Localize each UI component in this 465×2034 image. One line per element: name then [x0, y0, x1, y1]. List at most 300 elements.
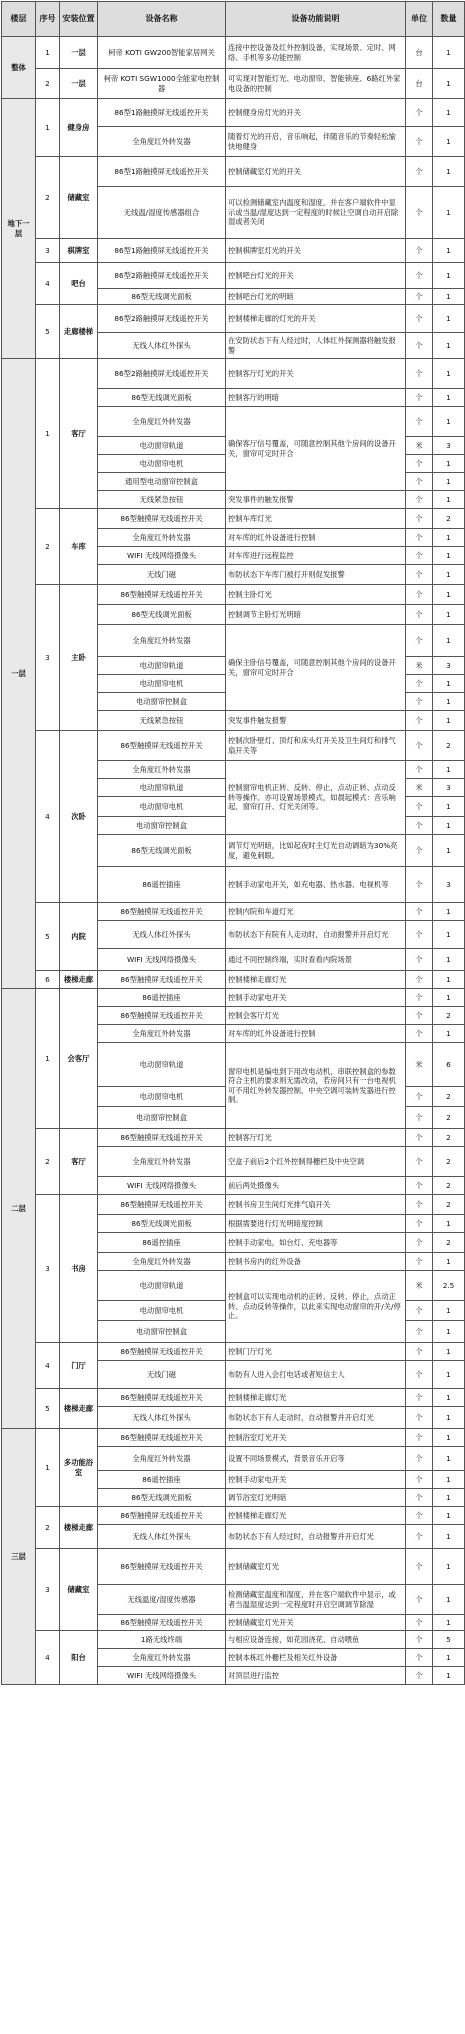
device-name-cell: 电动窗帘轨道 — [98, 1271, 226, 1301]
device-desc-cell: 控制健身房灯光的开关 — [226, 99, 406, 127]
table-row — [2, 1343, 465, 1361]
unit-cell: 个 — [406, 625, 433, 657]
qty-cell: 1 — [433, 949, 465, 971]
seq-cell: 3 — [36, 1549, 60, 1631]
qty-cell: 1 — [433, 989, 465, 1007]
device-name-cell: 无线温度/湿度传感器 — [98, 1585, 226, 1615]
unit-cell: 个 — [406, 1025, 433, 1043]
device-desc-cell: 控制储藏室灯光开关 — [226, 1615, 406, 1631]
device-name-cell: 电动窗帘电机 — [98, 455, 226, 473]
device-desc-cell: 控制客厅的明暗 — [226, 389, 406, 407]
unit-cell: 个 — [406, 1107, 433, 1129]
device-name-cell: 1路无线终端 — [98, 1631, 226, 1649]
qty-cell: 1 — [433, 455, 465, 473]
unit-cell: 个 — [406, 1631, 433, 1649]
device-desc-cell: 控制书房内的红外设备 — [226, 1253, 406, 1271]
unit-cell: 个 — [406, 1343, 433, 1361]
device-desc-cell: 控制次卧壁灯、顶灯和床头灯开关及卫生间灯和排气扇开关等 — [226, 731, 406, 761]
device-name-cell: 电动窗帘电机 — [98, 797, 226, 817]
device-name-cell: 全角度红外转发器 — [98, 1649, 226, 1667]
unit-cell: 个 — [406, 127, 433, 157]
qty-cell: 1 — [433, 1389, 465, 1407]
position-cell: 楼梯走廊 — [60, 1507, 98, 1549]
device-name-cell: 86遥控插座 — [98, 1233, 226, 1253]
unit-cell: 个 — [406, 529, 433, 547]
device-name-cell: 电动窗帘轨道 — [98, 437, 226, 455]
position-cell: 车库 — [60, 509, 98, 585]
unit-cell: 个 — [406, 761, 433, 779]
device-name-cell: 86型无线调光面板 — [98, 1215, 226, 1233]
seq-cell: 1 — [36, 1429, 60, 1507]
device-name-cell: 86型触摸屏无线遥控开关 — [98, 1429, 226, 1447]
unit-cell: 个 — [406, 903, 433, 921]
position-cell: 多功能浴室 — [60, 1429, 98, 1507]
position-cell: 主卧 — [60, 585, 98, 731]
device-name-cell: 86型2路触摸屏无线遥控开关 — [98, 263, 226, 289]
table-row — [2, 1549, 465, 1585]
device-desc-cell: 控制楼梯走廊灯光 — [226, 1507, 406, 1525]
unit-cell: 个 — [406, 407, 433, 437]
unit-cell: 个 — [406, 835, 433, 867]
header-desc: 设备功能说明 — [226, 2, 406, 37]
qty-cell: 3 — [433, 779, 465, 797]
device-name-cell: 电动窗帘电机 — [98, 1301, 226, 1321]
qty-cell: 2 — [433, 1007, 465, 1025]
device-name-cell: 全角度红外转发器 — [98, 407, 226, 437]
qty-cell: 3 — [433, 657, 465, 675]
device-name-cell: 86型无线调光面板 — [98, 389, 226, 407]
qty-cell: 1 — [433, 263, 465, 289]
position-cell: 走廊楼梯 — [60, 305, 98, 359]
position-cell: 书房 — [60, 1195, 98, 1343]
table-row — [2, 1195, 465, 1215]
qty-cell: 1 — [433, 333, 465, 359]
seq-cell: 4 — [36, 731, 60, 903]
device-name-cell: WIFI 无线网络摄像头 — [98, 1177, 226, 1195]
qty-cell: 1 — [433, 1649, 465, 1667]
qty-cell: 1 — [433, 1321, 465, 1343]
seq-cell: 2 — [36, 509, 60, 585]
device-name-cell: 86型无线调光面板 — [98, 1489, 226, 1507]
device-desc-cell: 控制吧台灯光的开关 — [226, 263, 406, 289]
unit-cell: 个 — [406, 509, 433, 529]
position-cell: 门厅 — [60, 1343, 98, 1389]
unit-cell: 个 — [406, 333, 433, 359]
device-desc-cell: 突发事件的触发报警 — [226, 491, 406, 509]
device-name-cell: 电动窗帘电机 — [98, 1087, 226, 1107]
qty-cell: 1 — [433, 529, 465, 547]
device-name-cell: 86遥控插座 — [98, 1471, 226, 1489]
unit-cell: 个 — [406, 971, 433, 989]
table-row — [2, 971, 465, 989]
unit-cell: 个 — [406, 1507, 433, 1525]
qty-cell: 2 — [433, 731, 465, 761]
device-name-cell: 无线温/湿度传感器组合 — [98, 187, 226, 239]
unit-cell: 个 — [406, 867, 433, 903]
qty-cell: 1 — [433, 389, 465, 407]
seq-cell: 6 — [36, 971, 60, 989]
unit-cell: 个 — [406, 1129, 433, 1147]
seq-cell: 5 — [36, 903, 60, 971]
device-name-cell: 无线紧急按钮 — [98, 491, 226, 509]
table-row — [2, 157, 465, 187]
device-name-cell: 全角度红外转发器 — [98, 1447, 226, 1471]
device-name-cell: 全角度红外转发器 — [98, 529, 226, 547]
unit-cell: 个 — [406, 565, 433, 585]
qty-cell: 1 — [433, 971, 465, 989]
qty-cell: 1 — [433, 1215, 465, 1233]
qty-cell: 1 — [433, 157, 465, 187]
qty-cell: 2 — [433, 1233, 465, 1253]
unit-cell: 米 — [406, 1271, 433, 1301]
device-name-cell: 无线人体红外探头 — [98, 1407, 226, 1429]
device-name-cell: 电动窗帘控制盒 — [98, 693, 226, 711]
device-name-cell: 电动窗帘轨道 — [98, 657, 226, 675]
qty-cell: 1 — [433, 585, 465, 605]
unit-cell: 个 — [406, 187, 433, 239]
unit-cell: 个 — [406, 1649, 433, 1667]
device-name-cell: 电动窗帘控制盒 — [98, 1107, 226, 1129]
floor-cell: 二层 — [2, 989, 36, 1429]
unit-cell: 个 — [406, 921, 433, 949]
seq-cell: 5 — [36, 1389, 60, 1429]
unit-cell: 个 — [406, 289, 433, 305]
table-row — [2, 305, 465, 333]
qty-cell: 1 — [433, 99, 465, 127]
device-desc-cell: 可实现对智能灯光、电动窗帘、智能锁座、6路红外家电设备的控制 — [226, 69, 406, 99]
header-floor: 楼层 — [2, 2, 36, 37]
unit-cell: 米 — [406, 437, 433, 455]
device-desc-cell: 控制车库灯光 — [226, 509, 406, 529]
qty-cell: 6 — [433, 1043, 465, 1087]
qty-cell: 1 — [433, 305, 465, 333]
unit-cell: 个 — [406, 99, 433, 127]
device-desc-cell: 控制调节主卧灯光明暗 — [226, 605, 406, 625]
device-name-cell: 86型触摸屏无线遥控开关 — [98, 585, 226, 605]
unit-cell: 个 — [406, 1407, 433, 1429]
device-desc-cell: 通过不同控制终端，实时查看内院场景 — [226, 949, 406, 971]
device-name-cell: 86型1路触摸屏无线遥控开关 — [98, 99, 226, 127]
device-desc-cell: 控制储藏室灯光的开关 — [226, 157, 406, 187]
unit-cell: 个 — [406, 693, 433, 711]
device-desc-cell: 控制吧台灯光的明暗 — [226, 289, 406, 305]
device-name-cell: 全角度红外转发器 — [98, 1147, 226, 1177]
device-desc-cell: 在安防状态下有人经过时，人体红外探测器将触发报警 — [226, 333, 406, 359]
device-name-cell: 电动窗帘控制盒 — [98, 1321, 226, 1343]
qty-cell: 2 — [433, 1107, 465, 1129]
position-cell: 储藏室 — [60, 157, 98, 239]
device-desc-cell: 随着灯光的开启，音乐响起，伴随音乐的节奏轻松愉快地健身 — [226, 127, 406, 157]
device-desc-cell: 控制楼梯走廊灯光 — [226, 971, 406, 989]
qty-cell: 1 — [433, 289, 465, 305]
position-cell: 一层 — [60, 37, 98, 69]
seq-cell: 5 — [36, 305, 60, 359]
unit-cell: 个 — [406, 1253, 433, 1271]
unit-cell: 个 — [406, 1147, 433, 1177]
unit-cell: 个 — [406, 949, 433, 971]
table-row — [2, 263, 465, 289]
qty-cell: 1 — [433, 1447, 465, 1471]
device-desc-cell: 确保主卧信号覆盖，可随意控制其他个房间的设备开关，窗帘可定时开合 — [226, 625, 406, 711]
device-desc-cell: 控制客厅灯光 — [226, 1129, 406, 1147]
device-desc-cell: 前后两处摄像头 — [226, 1177, 406, 1195]
position-cell: 吧台 — [60, 263, 98, 305]
qty-cell: 1 — [433, 37, 465, 69]
qty-cell: 1 — [433, 69, 465, 99]
unit-cell: 台 — [406, 37, 433, 69]
table-row — [2, 1507, 465, 1525]
device-desc-cell: 控制书房卫生间灯光排气扇开关 — [226, 1195, 406, 1215]
table-row — [2, 903, 465, 921]
unit-cell: 个 — [406, 389, 433, 407]
seq-cell: 2 — [36, 1507, 60, 1549]
qty-cell: 1 — [433, 817, 465, 835]
device-name-cell: 全角度红外转发器 — [98, 625, 226, 657]
device-desc-cell: 控制手动家电开关，如充电器、热水器、电视机等 — [226, 867, 406, 903]
position-cell: 一层 — [60, 69, 98, 99]
unit-cell: 个 — [406, 797, 433, 817]
device-desc-cell: 控制会客厅灯光 — [226, 1007, 406, 1025]
unit-cell: 个 — [406, 1195, 433, 1215]
position-cell: 棋牌室 — [60, 239, 98, 263]
device-name-cell: 86型触摸屏无线遥控开关 — [98, 903, 226, 921]
device-desc-cell: 对顶层进行监控 — [226, 1667, 406, 1685]
equipment-table — [1, 1, 465, 1685]
header-seq: 序号 — [36, 2, 60, 37]
device-desc-cell: 控制本栋红外栅栏及相关红外设备 — [226, 1649, 406, 1667]
device-desc-cell: 控制客厅灯光的开关 — [226, 359, 406, 389]
device-desc-cell: 控制门厅灯光 — [226, 1343, 406, 1361]
table-row — [2, 731, 465, 761]
unit-cell: 个 — [406, 1447, 433, 1471]
qty-cell: 1 — [433, 605, 465, 625]
unit-cell: 个 — [406, 157, 433, 187]
position-cell: 次卧 — [60, 731, 98, 903]
qty-cell: 2 — [433, 1129, 465, 1147]
floor-cell: 地下一层 — [2, 99, 36, 359]
device-name-cell: WIFI 无线网络摄像头 — [98, 1667, 226, 1685]
table-row — [2, 509, 465, 529]
unit-cell: 个 — [406, 1177, 433, 1195]
qty-cell: 1 — [433, 1301, 465, 1321]
qty-cell: 3 — [433, 437, 465, 455]
unit-cell: 个 — [406, 817, 433, 835]
table-header — [2, 2, 465, 37]
header-unit: 单位 — [406, 2, 433, 37]
qty-cell: 1 — [433, 127, 465, 157]
device-name-cell: 电动窗帘电机 — [98, 675, 226, 693]
device-name-cell: WIFI 无线网络摄像头 — [98, 949, 226, 971]
device-name-cell: 无线紧急按钮 — [98, 711, 226, 731]
qty-cell: 2.5 — [433, 1271, 465, 1301]
table-row — [2, 359, 465, 389]
device-desc-cell: 控制内院和车道灯光 — [226, 903, 406, 921]
position-cell: 内院 — [60, 903, 98, 971]
device-desc-cell: 对车库的红外设备进行控制 — [226, 529, 406, 547]
position-cell: 楼梯走廊 — [60, 971, 98, 989]
header-position: 安装位置 — [60, 2, 98, 37]
table-row — [2, 989, 465, 1007]
device-desc-cell: 控制棋牌室灯光的开关 — [226, 239, 406, 263]
device-desc-cell: 布防状态下有人经过时，自动报警并开启灯光 — [226, 1525, 406, 1549]
unit-cell: 个 — [406, 1549, 433, 1585]
device-desc-cell: 根据需要进行灯光明暗度控制 — [226, 1215, 406, 1233]
position-cell: 客厅 — [60, 1129, 98, 1195]
device-desc-cell: 控制储藏室灯光 — [226, 1549, 406, 1585]
unit-cell: 个 — [406, 473, 433, 491]
position-cell: 阳台 — [60, 1631, 98, 1685]
device-name-cell: 86型触摸屏无线遥控开关 — [98, 1615, 226, 1631]
device-desc-cell: 与相应设备连接，如花园浇花、自动喂鱼 — [226, 1631, 406, 1649]
device-name-cell: 全角度红外转发器 — [98, 1025, 226, 1043]
device-name-cell: 无线门磁 — [98, 565, 226, 585]
qty-cell: 1 — [433, 1525, 465, 1549]
table-row — [2, 69, 465, 99]
qty-cell: 1 — [433, 1507, 465, 1525]
unit-cell: 个 — [406, 675, 433, 693]
unit-cell: 个 — [406, 1429, 433, 1447]
seq-cell: 4 — [36, 1631, 60, 1685]
qty-cell: 2 — [433, 1195, 465, 1215]
seq-cell: 1 — [36, 989, 60, 1129]
device-desc-cell: 布防状态下有院有人走动时，自动报警并开启灯光 — [226, 921, 406, 949]
qty-cell: 2 — [433, 1147, 465, 1177]
device-name-cell: 86型触摸屏无线遥控开关 — [98, 1343, 226, 1361]
device-name-cell: 全角度红外转发器 — [98, 127, 226, 157]
seq-cell: 4 — [36, 1343, 60, 1389]
table-row — [2, 37, 465, 69]
device-desc-cell: 控制浴室灯光开关 — [226, 1429, 406, 1447]
qty-cell: 1 — [433, 1489, 465, 1507]
qty-cell: 1 — [433, 1549, 465, 1585]
unit-cell: 个 — [406, 1215, 433, 1233]
position-cell: 储藏室 — [60, 1549, 98, 1631]
unit-cell: 个 — [406, 1489, 433, 1507]
table-row — [2, 585, 465, 605]
device-desc-cell: 控制盒可以实现电动机的正转、反转、停止，点动正转、点动反转等操作，以此来实现电动窗帘的开/关/停止。 — [226, 1271, 406, 1343]
device-desc-cell: 设置不同场景模式，背景音乐开启等 — [226, 1447, 406, 1471]
qty-cell: 1 — [433, 1025, 465, 1043]
table-row — [2, 1429, 465, 1447]
device-desc-cell: 控制楼梯走廊灯光 — [226, 1389, 406, 1407]
device-name-cell: 86型触摸屏无线遥控开关 — [98, 731, 226, 761]
device-desc-cell: 窗帘电机是编电到下用改电动机，串联控制盒的参数符合主机的要求则无需改动，若房间只有一台电视机可不用红外转发器控制，中央空调可装转发器进行控制。 — [226, 1043, 406, 1129]
device-desc-cell: 控制主卧灯光 — [226, 585, 406, 605]
device-name-cell: 电动窗帘轨道 — [98, 779, 226, 797]
device-desc-cell: 对车库进行远程监控 — [226, 547, 406, 565]
device-desc-cell: 调节灯光明暗，比如起夜时主灯光自动调暗为30%亮度，避免刺眼。 — [226, 835, 406, 867]
qty-cell: 1 — [433, 711, 465, 731]
unit-cell: 个 — [406, 1615, 433, 1631]
table-row — [2, 99, 465, 127]
device-name-cell: 柯帝 KOTI GW200智能家居网关 — [98, 37, 226, 69]
device-desc-cell: 控制窗帘电机正转、反转、停止，点动正转、点动反转等操作。亦可设置场景模式，如晨起模式：音乐响起、窗帘打开、灯光关闭等。 — [226, 761, 406, 835]
unit-cell: 个 — [406, 239, 433, 263]
qty-cell: 1 — [433, 565, 465, 585]
seq-cell: 3 — [36, 585, 60, 731]
position-cell: 健身房 — [60, 99, 98, 157]
qty-cell: 2 — [433, 1177, 465, 1195]
device-desc-cell: 确保客厅信号覆盖，可随意控制其他个房间的设备开关，窗帘可定时开合 — [226, 407, 406, 491]
unit-cell: 个 — [406, 359, 433, 389]
seq-cell: 2 — [36, 69, 60, 99]
device-name-cell: 无线门磁 — [98, 1361, 226, 1389]
unit-cell: 个 — [406, 585, 433, 605]
position-cell: 楼梯走廊 — [60, 1389, 98, 1429]
seq-cell: 3 — [36, 1195, 60, 1343]
qty-cell: 1 — [433, 761, 465, 779]
floor-cell: 一层 — [2, 359, 36, 989]
seq-cell: 1 — [36, 37, 60, 69]
unit-cell: 个 — [406, 305, 433, 333]
table-row — [2, 1389, 465, 1407]
device-desc-cell: 检测储藏室温度和湿度，并在客户端软件中显示，或者当温湿度达到一定程度时开启空调调节除湿 — [226, 1585, 406, 1615]
device-desc-cell: 空盒子前后2个红外控制得栅栏及中央空调 — [226, 1147, 406, 1177]
device-name-cell: 86型触摸屏无线遥控开关 — [98, 1389, 226, 1407]
device-name-cell: 86型无线调光面板 — [98, 289, 226, 305]
device-name-cell: WIFI 无线网络摄像头 — [98, 547, 226, 565]
device-desc-cell: 控制手动家电开关 — [226, 1471, 406, 1489]
device-name-cell: 86型1路触摸屏无线遥控开关 — [98, 239, 226, 263]
device-desc-cell: 调节浴室灯光明暗 — [226, 1489, 406, 1507]
device-desc-cell: 布防有人进入会打电话或者短信主人 — [226, 1361, 406, 1389]
unit-cell: 个 — [406, 731, 433, 761]
device-desc-cell: 控制手动家电开关 — [226, 989, 406, 1007]
qty-cell: 1 — [433, 903, 465, 921]
qty-cell: 2 — [433, 1087, 465, 1107]
device-name-cell: 电动窗帘控制盒 — [98, 817, 226, 835]
qty-cell: 1 — [433, 1615, 465, 1631]
qty-cell: 2 — [433, 509, 465, 529]
device-desc-cell: 可以检测储藏室内温度和湿度，并在客户端软件中显示或当温/湿度达到一定程度的时候让空调自动开启除湿或者关闭 — [226, 187, 406, 239]
qty-cell: 1 — [433, 921, 465, 949]
unit-cell: 个 — [406, 1585, 433, 1615]
unit-cell: 个 — [406, 1389, 433, 1407]
device-name-cell: 86型触摸屏无线遥控开关 — [98, 971, 226, 989]
device-name-cell: 86遥控插座 — [98, 867, 226, 903]
qty-cell: 1 — [433, 1471, 465, 1489]
device-name-cell: 86型无线调光面板 — [98, 605, 226, 625]
device-name-cell: 无线人体红外探头 — [98, 921, 226, 949]
unit-cell: 个 — [406, 1471, 433, 1489]
unit-cell: 个 — [406, 605, 433, 625]
device-name-cell: 86型2路触摸屏无线遥控开关 — [98, 359, 226, 389]
qty-cell: 1 — [433, 625, 465, 657]
device-name-cell: 电动窗帘轨道 — [98, 1043, 226, 1087]
device-desc-cell: 控制楼梯走廊的灯光的开关 — [226, 305, 406, 333]
qty-cell: 1 — [433, 1343, 465, 1361]
qty-cell: 1 — [433, 187, 465, 239]
qty-cell: 1 — [433, 675, 465, 693]
qty-cell: 1 — [433, 693, 465, 711]
device-name-cell: 通用型电动窗帘控制盒 — [98, 473, 226, 491]
qty-cell: 1 — [433, 359, 465, 389]
unit-cell: 个 — [406, 1361, 433, 1389]
unit-cell: 个 — [406, 1007, 433, 1025]
unit-cell: 个 — [406, 1233, 433, 1253]
unit-cell: 个 — [406, 1321, 433, 1343]
device-desc-cell: 控制手动家电，如台灯、充电器等 — [226, 1233, 406, 1253]
qty-cell: 1 — [433, 473, 465, 491]
qty-cell: 1 — [433, 1667, 465, 1685]
device-name-cell: 无线人体红外探头 — [98, 1525, 226, 1549]
qty-cell: 1 — [433, 1585, 465, 1615]
device-name-cell: 86型触摸屏无线遥控开关 — [98, 1129, 226, 1147]
floor-cell: 三层 — [2, 1429, 36, 1685]
seq-cell: 1 — [36, 99, 60, 157]
position-cell: 会客厅 — [60, 989, 98, 1129]
qty-cell: 1 — [433, 835, 465, 867]
